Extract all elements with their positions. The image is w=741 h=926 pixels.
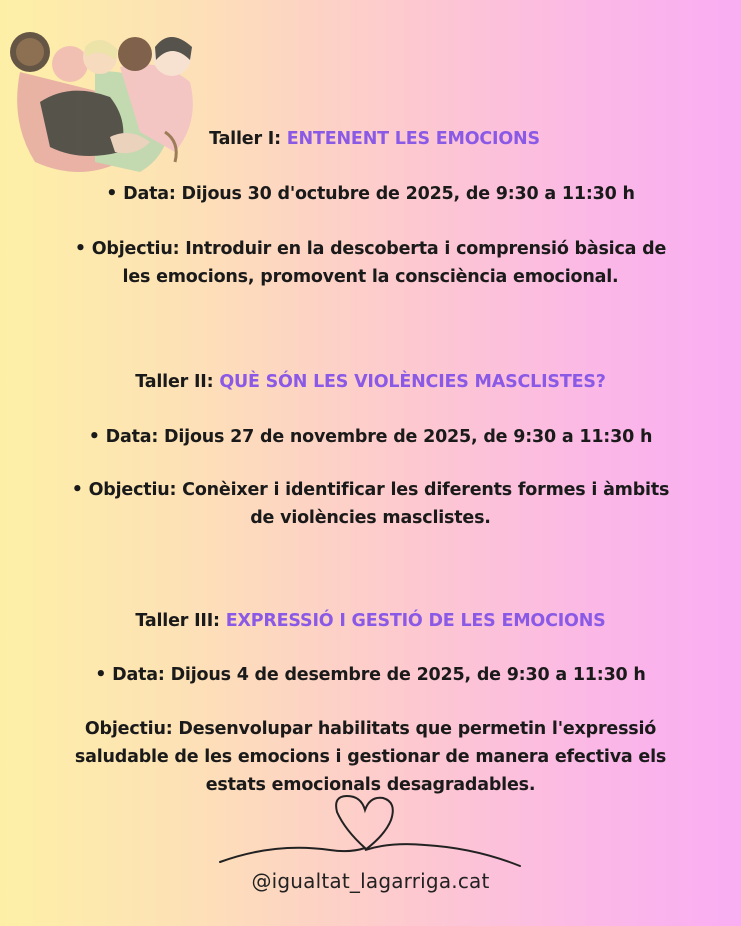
workshop-1-heading (0, 125, 741, 153)
workshop-1-date: • Data: Dijous 30 d'octubre de 2025, de 9:30 a 11:30 h (106, 184, 635, 204)
workshop-2-date: • Data: Dijous 27 de novembre de 2025, de 9:30 a 11:30 h (88, 427, 653, 447)
workshop-1-prefix: Taller I: (209, 129, 281, 149)
workshop-2-prefix: Taller II: (135, 372, 214, 392)
heart-line-icon (215, 790, 525, 870)
workshop-1-title: ENTENENT LES EMOCIONS (286, 129, 540, 149)
workshop-3-objective-line-1: Objectiu: Desenvolupar habilitats que permetin l'expressió (84, 719, 657, 739)
workshop-3-date: • Data: Dijous 4 de desembre de 2025, de 9:30 a 11:30 h (95, 665, 646, 685)
head-2 (52, 46, 88, 82)
head-4 (118, 37, 152, 71)
workshop-1-objective-line-1: • Objectiu: Introduir en la descoberta i comprensió bàsica de (74, 239, 667, 259)
workshop-2-heading (0, 368, 741, 396)
workshop-3-title: EXPRESSIÓ I GESTIÓ DE LES EMOCIONS (225, 611, 606, 631)
workshop-2-objective-line-2: de violències masclistes. (250, 508, 491, 528)
workshop-3-heading (0, 607, 741, 635)
workshop-2-title: QUÈ SÓN LES VIOLÈNCIES MASCLISTES? (219, 372, 606, 392)
workshop-3-prefix: Taller III: (135, 611, 220, 631)
instagram-handle[interactable]: @igualtat_lagarriga.cat (251, 869, 490, 893)
workshop-1-objective-line-2: les emocions, promovent la consciència emocional. (122, 267, 619, 287)
workshop-2-objective-line-1: • Objectiu: Conèixer i identificar les diferents formes i àmbits (71, 480, 670, 500)
face-1 (16, 38, 44, 66)
workshop-3-objective-line-2: saludable de les emocions i gestionar de manera efectiva els (74, 747, 667, 767)
workshop-3-objective-line-3: estats emocionals desagradables. (205, 775, 536, 795)
